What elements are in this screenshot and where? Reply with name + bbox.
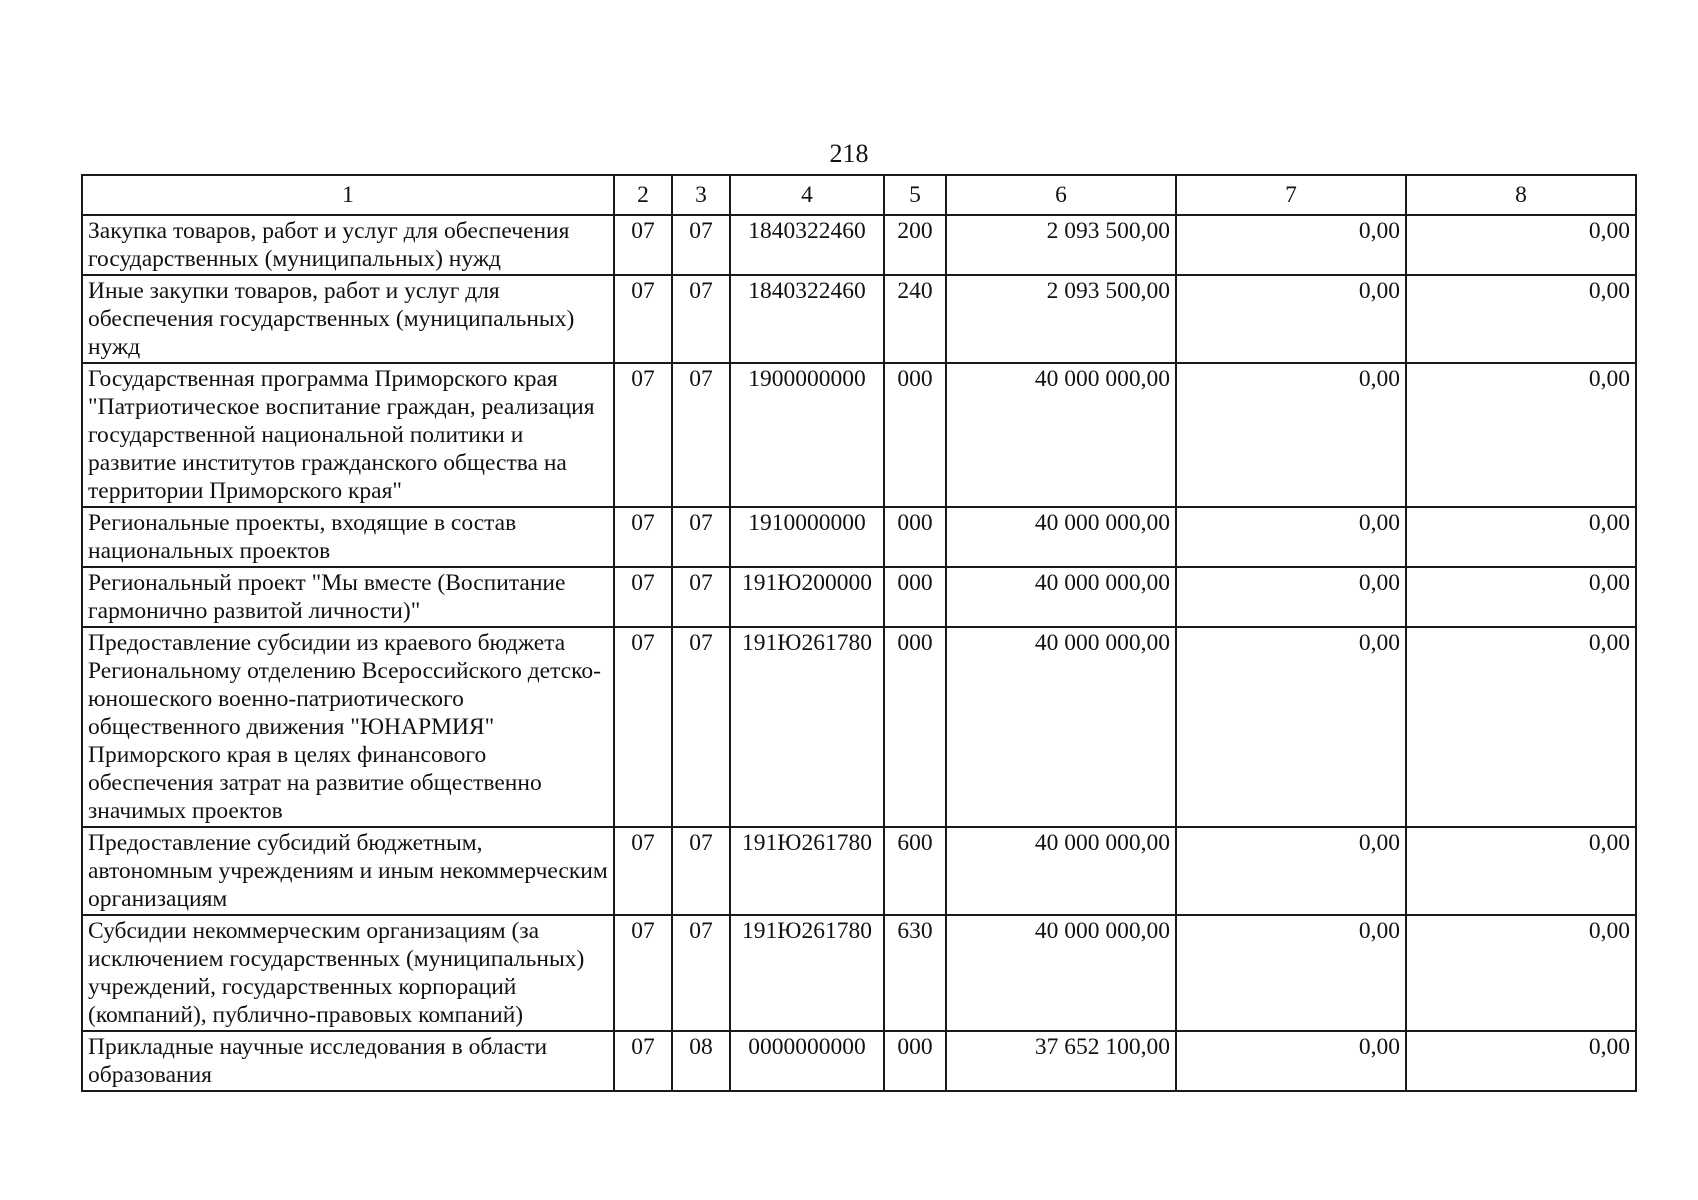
row-name: Предоставление субсидий бюджетным, автономным учреждениям и иным некоммерческим организациям xyxy=(82,827,614,915)
amount-col8: 0,00 xyxy=(1406,215,1636,275)
target-article-code: 0000000000 xyxy=(730,1031,884,1091)
table-row xyxy=(82,567,1636,627)
expense-type-code: 600 xyxy=(884,827,946,915)
subsection-code: 07 xyxy=(672,567,730,627)
subsection-code: 07 xyxy=(672,215,730,275)
row-name: Государственная программа Приморского края "Патриотическое воспитание граждан, реализация государственной национальной политики и развитие институтов гражданского общества на территории Приморского края" xyxy=(82,363,614,507)
amount-col7: 0,00 xyxy=(1176,627,1406,827)
amount-col7: 0,00 xyxy=(1176,915,1406,1031)
target-article-code: 1900000000 xyxy=(730,363,884,507)
section-code: 07 xyxy=(614,827,672,915)
section-code: 07 xyxy=(614,915,672,1031)
column-header-2: 2 xyxy=(614,175,672,215)
target-article-code: 1910000000 xyxy=(730,507,884,567)
subsection-code: 07 xyxy=(672,627,730,827)
page-number: 218 xyxy=(829,139,869,168)
target-article-code: 191Ю200000 xyxy=(730,567,884,627)
subsection-code: 07 xyxy=(672,275,730,363)
table-row xyxy=(82,507,1636,567)
row-name: Иные закупки товаров, работ и услуг для обеспечения государственных (муниципальных) нужд xyxy=(82,275,614,363)
section-code: 07 xyxy=(614,275,672,363)
target-article-code: 191Ю261780 xyxy=(730,827,884,915)
row-name: Закупка товаров, работ и услуг для обеспечения государственных (муниципальных) нужд xyxy=(82,215,614,275)
section-code: 07 xyxy=(614,1031,672,1091)
amount-col6: 40 000 000,00 xyxy=(946,567,1176,627)
section-code: 07 xyxy=(614,507,672,567)
expense-type-code: 000 xyxy=(884,1031,946,1091)
table-row xyxy=(82,363,1636,507)
amount-col8: 0,00 xyxy=(1406,627,1636,827)
expense-type-code: 000 xyxy=(884,567,946,627)
expense-type-code: 000 xyxy=(884,507,946,567)
amount-col7: 0,00 xyxy=(1176,507,1406,567)
expense-type-code: 200 xyxy=(884,215,946,275)
amount-col8: 0,00 xyxy=(1406,915,1636,1031)
amount-col7: 0,00 xyxy=(1176,827,1406,915)
amount-col6: 37 652 100,00 xyxy=(946,1031,1176,1091)
section-code: 07 xyxy=(614,567,672,627)
amount-col8: 0,00 xyxy=(1406,275,1636,363)
table-row xyxy=(82,1031,1636,1091)
row-name: Предоставление субсидии из краевого бюджета Региональному отделению Всероссийского детско-юношеского военно-патриотического общественного движения "ЮНАРМИЯ" Приморского края в целях финансового обеспечения затрат на развитие общественно значимых проектов xyxy=(82,627,614,827)
table-row xyxy=(82,275,1636,363)
expense-type-code: 630 xyxy=(884,915,946,1031)
column-header-1: 1 xyxy=(82,175,614,215)
subsection-code: 08 xyxy=(672,1031,730,1091)
amount-col6: 40 000 000,00 xyxy=(946,915,1176,1031)
amount-col8: 0,00 xyxy=(1406,827,1636,915)
table-row xyxy=(82,627,1636,827)
amount-col6: 2 093 500,00 xyxy=(946,275,1176,363)
amount-col8: 0,00 xyxy=(1406,507,1636,567)
amount-col7: 0,00 xyxy=(1176,275,1406,363)
target-article-code: 191Ю261780 xyxy=(730,915,884,1031)
column-header-6: 6 xyxy=(946,175,1176,215)
amount-col8: 0,00 xyxy=(1406,1031,1636,1091)
subsection-code: 07 xyxy=(672,827,730,915)
amount-col7: 0,00 xyxy=(1176,215,1406,275)
target-article-code: 191Ю261780 xyxy=(730,627,884,827)
row-name: Региональные проекты, входящие в состав национальных проектов xyxy=(82,507,614,567)
budget-table xyxy=(81,174,1637,1092)
amount-col7: 0,00 xyxy=(1176,1031,1406,1091)
amount-col8: 0,00 xyxy=(1406,363,1636,507)
table-row xyxy=(82,827,1636,915)
table-row xyxy=(82,215,1636,275)
target-article-code: 1840322460 xyxy=(730,215,884,275)
expense-type-code: 240 xyxy=(884,275,946,363)
subsection-code: 07 xyxy=(672,915,730,1031)
column-header-5: 5 xyxy=(884,175,946,215)
amount-col6: 40 000 000,00 xyxy=(946,627,1176,827)
expense-type-code: 000 xyxy=(884,627,946,827)
table-row xyxy=(82,915,1636,1031)
subsection-code: 07 xyxy=(672,507,730,567)
target-article-code: 1840322460 xyxy=(730,275,884,363)
amount-col6: 40 000 000,00 xyxy=(946,507,1176,567)
header-row xyxy=(82,175,1636,215)
section-code: 07 xyxy=(614,363,672,507)
subsection-code: 07 xyxy=(672,363,730,507)
column-header-4: 4 xyxy=(730,175,884,215)
row-name: Субсидии некоммерческим организациям (за исключением государственных (муниципальных) учреждений, государственных корпораций (компаний), публично-правовых компаний) xyxy=(82,915,614,1031)
row-name: Региональный проект "Мы вместе (Воспитание гармонично развитой личности)" xyxy=(82,567,614,627)
column-header-8: 8 xyxy=(1406,175,1636,215)
expense-type-code: 000 xyxy=(884,363,946,507)
amount-col8: 0,00 xyxy=(1406,567,1636,627)
row-name: Прикладные научные исследования в области образования xyxy=(82,1031,614,1091)
amount-col6: 40 000 000,00 xyxy=(946,363,1176,507)
amount-col7: 0,00 xyxy=(1176,363,1406,507)
amount-col7: 0,00 xyxy=(1176,567,1406,627)
section-code: 07 xyxy=(614,215,672,275)
column-header-3: 3 xyxy=(672,175,730,215)
amount-col6: 40 000 000,00 xyxy=(946,827,1176,915)
column-header-7: 7 xyxy=(1176,175,1406,215)
amount-col6: 2 093 500,00 xyxy=(946,215,1176,275)
section-code: 07 xyxy=(614,627,672,827)
